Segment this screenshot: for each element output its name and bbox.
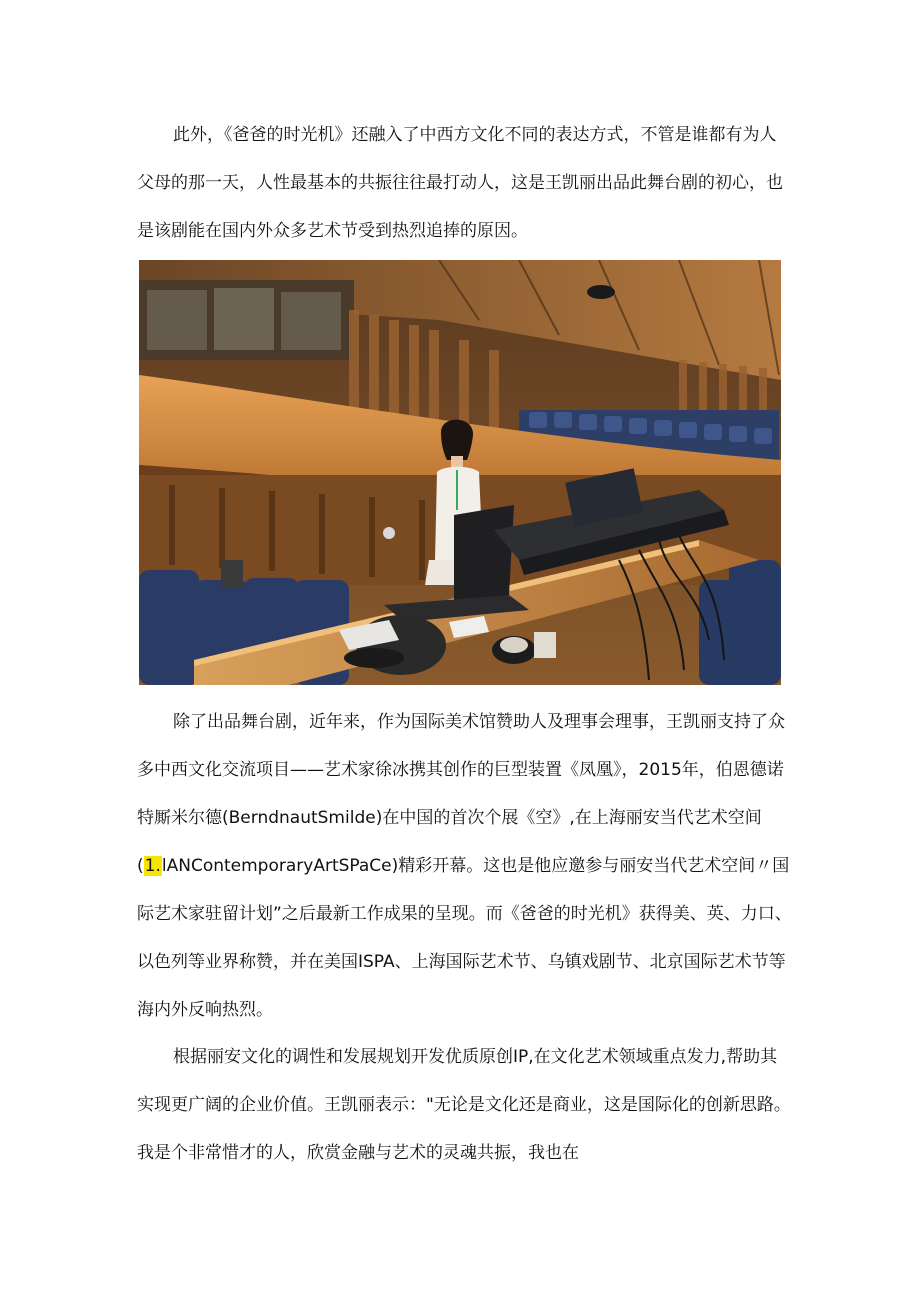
paren-open: ( <box>137 856 144 876</box>
paragraph-2-line: 多中西文化交流项目——艺术家徐冰携其创作的巨型装置《凤凰》，2015年，伯恩德诺 <box>137 760 784 780</box>
paragraph-2-line: 特厮米尔德(BerndnautSmilde)在中国的首次个展《空》,在上海丽安当代艺术空间 <box>137 808 762 828</box>
paragraph-1 <box>137 111 787 255</box>
paragraph-3 <box>137 1033 791 1177</box>
paragraph-3-line: 我是个非常惜才的人，欣赏金融与艺术的灵魂共振，我也在 <box>137 1143 579 1163</box>
line-text: lANContemporaryArtSPaCe)精彩开幕。这也是他应邀参与丽安当代艺术空间〃国 <box>161 856 790 876</box>
paragraph-2-line: 际艺术家驻留计划”之后最新工作成果的呈现。而《爸爸的时光机》获得美、英、力口、 <box>137 904 792 924</box>
paragraph-1-line: 是该剧能在国内外众多艺术节受到热烈追捧的原因。 <box>137 221 528 241</box>
paragraph-3-line: 根据丽安文化的调性和发展规划开发优质原创IP,在文化艺术领域重点发力,帮助其 <box>173 1047 778 1067</box>
paragraph-3-line: 实现更广阔的企业价值。王凯丽表示："无论是文化还是商业，这是国际化的创新思路。 <box>137 1095 791 1115</box>
paragraph-2-line: 海内外反响热烈。 <box>137 1000 273 1020</box>
highlighted-text: 1. <box>144 856 161 876</box>
theater-control-booth-photo <box>139 260 781 685</box>
paragraph-2 <box>137 698 792 1034</box>
paragraph-1-line: 此外，《爸爸的时光机》还融入了中西方文化不同的表达方式，不管是谁都有为人 <box>173 125 777 145</box>
paragraph-2-line <box>137 842 790 890</box>
paragraph-2-line: 以色列等业界称赞，并在美国ISPA、上海国际艺术节、乌镇戏剧节、北京国际艺术节等 <box>137 952 786 972</box>
paragraph-1-line: 父母的那一天，人性最基本的共振往往最打动人，这是王凯丽出品此舞台剧的初心，也 <box>137 173 783 193</box>
paragraph-2-line: 除了出品舞台剧，近年来，作为国际美术馆赞助人及理事会理事，王凯丽支持了众 <box>173 712 785 732</box>
